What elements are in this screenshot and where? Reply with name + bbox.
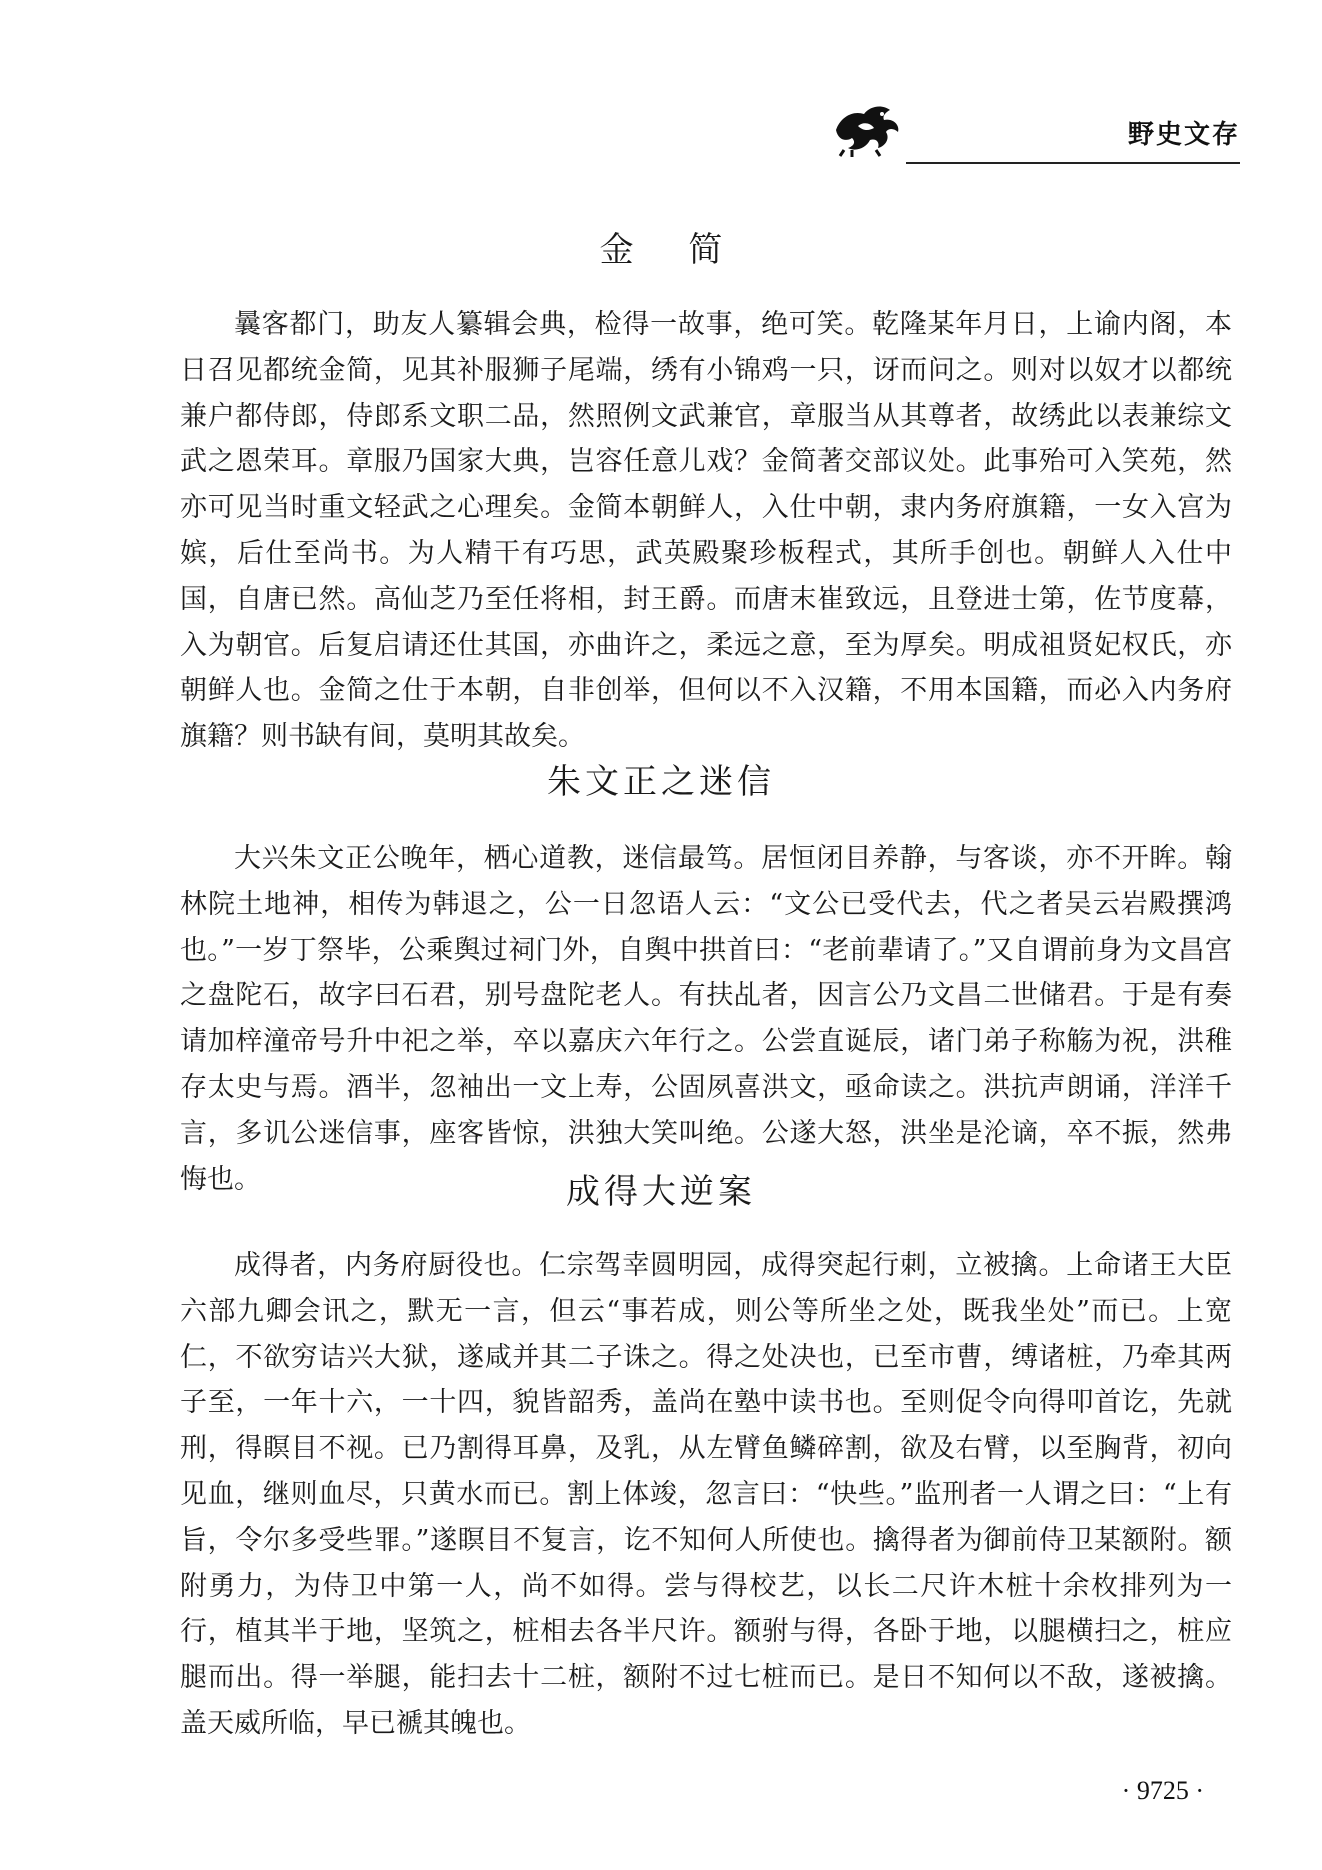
section-body-jinjian: 曩客都门，助友人纂辑会典，检得一故事，绝可笑。乾隆某年月日，上谕内阁，本日召见都统金简，见其补服狮子尾端，绣有小锦鸡一只，讶而问之。则对以奴才以都统兼户都侍郎，侍郎系文职二品，然照例文武兼官，章服当从其尊者，故绣此以表兼综文武之恩荣耳。章服乃国家大典，岂容任意儿戏？金简著交部议处。此事殆可入笑苑，然亦可见当时重文轻武之心理矣。金简本朝鲜人，入仕中朝，隶内务府旗籍，一女入宫为嫔，后仕至尚书。为人精干有巧思，武英殿聚珍板程式，其所手创也。朝鲜人入仕中国，自唐已然。高仙芝乃至任将相，封王爵。而唐末崔致远，且登进士第，佐节度幕，入为朝官。后复启请还仕其国，亦曲许之，柔远之意，至为厚矣。明成祖贤妃权氏，亦朝鲜人也。金简之仕于本朝，自非创举，但何以不入汉籍，不用本国籍，而必入内务府旗籍？则书缺有间，莫明其故矣。 <box>180 309 1232 753</box>
section-body-chengde: 成得者，内务府厨役也。仁宗驾幸圆明园，成得突起行刺，立被擒。上命诸王大臣六部九卿会讯之，默无一言，但云“事若成，则公等所坐之处，既我坐处”而已。上宽仁，不欲穷诘兴大狱，遂咸并其二子诛之。得之处决也，已至市曹，缚诸桩，乃牵其两子至，一年十六，一十四，貌皆韶秀，盖尚在塾中读书也。至则促令向得叩首讫，先就刑，得瞑目不视。已乃割得耳鼻，及乳，从左臂鱼鳞碎割，欲及右臂，以至胸背，初向见血，继则血尽，只黄水而已。割上体竣，忽言曰：“快些。”监刑者一人谓之曰：“上有旨，令尔多受些罪。”遂瞑目不复言，讫不知何人所使也。擒得者为御前侍卫某额附。额附勇力，为侍卫中第一人，尚不如得。尝与得校艺，以长二尺许木桩十余枚排列为一行，植其半于地，坚筑之，桩相去各半尺许。额驸与得，各卧于地，以腿横扫之，桩应腿而出。得一举腿，能扫去十二桩，额附不过七桩而已。是日不知何以不敌，遂被擒。盖天威所临，早已褫其魄也。 <box>180 1250 1232 1739</box>
section-title-jinjian: 金 简 <box>599 230 745 270</box>
dragon-icon <box>830 100 904 158</box>
section-body-zhuwenzheng: 大兴朱文正公晚年，栖心道教，迷信最笃。居恒闭目养静，与客谈，亦不开眸。翰林院土地神，相传为韩退之，公一日忽语人云：“文公已受代去，代之者吴云岩殿撰鸿也。”一岁丁祭毕，公乘舆过祠门外，自舆中拱首曰：“老前辈请了。”又自谓前身为文昌宫之盘陀石，故字曰石君，别号盘陀老人。有扶乩者，因言公乃文昌二世储君。于是有奏请加梓潼帝号升中祀之举，卒以嘉庆六年行之。公尝直诞辰，诸门弟子称觞为祝，洪稚存太史与焉。酒半，忽袖出一文上寿，公固夙喜洪文，亟命读之。洪抗声朗诵，洋洋千言，多讥公迷信事，座客皆惊，洪独大笑叫绝。公遂大怒，洪坐是沦谪，卒不振，然弗悔也。 <box>180 843 1232 1195</box>
running-header <box>830 100 1240 164</box>
page-number: · 9725 · <box>1121 1776 1204 1805</box>
section-title-chengde: 成得大逆案 <box>566 1172 756 1212</box>
section-title-zhuwenzheng: 朱文正之迷信 <box>547 762 775 802</box>
header-rule <box>906 162 1240 164</box>
header-title: 野史文存 <box>1127 120 1240 150</box>
